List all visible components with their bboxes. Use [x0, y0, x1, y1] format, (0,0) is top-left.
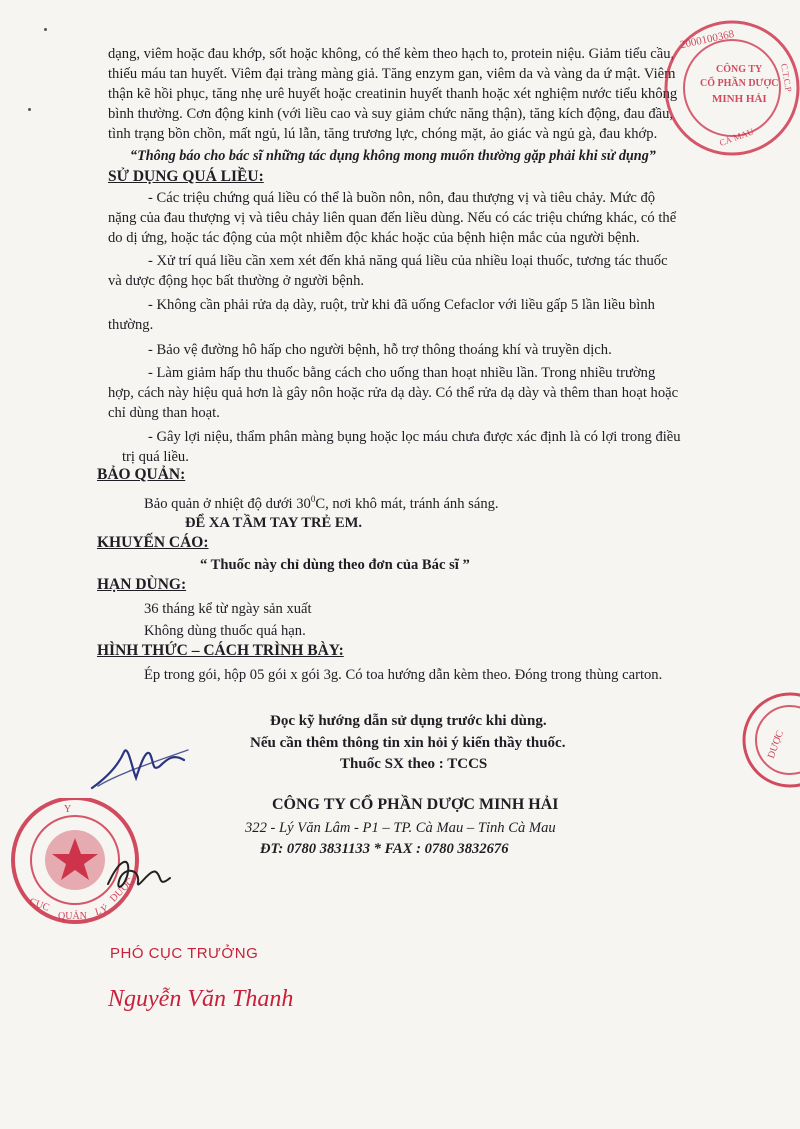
company-phone-fax: ĐT: 0780 3831133 * FAX : 0780 3832676 [260, 841, 509, 857]
expiry-heading: HẠN DÙNG: [97, 576, 187, 593]
side-effects-line: tình trạng bồn chồn, mất ngủ, lú lẫn, tăng trương lực, chóng mặt, ảo giác và ngủ gà, đau khớp. [108, 126, 658, 142]
signature-black [100, 848, 180, 908]
svg-text:2000100368: 2000100368 [679, 28, 736, 52]
expiry-text: Không dùng thuốc quá hạn. [144, 623, 306, 639]
overdose-text: hợp, cách này hiệu quả hơn là gây nôn hoặc rửa dạ dày. Có thể rửa dạ dày và thêm than hoạt hoặc [108, 385, 679, 401]
company-name: CÔNG TY CỔ PHẦN DƯỢC MINH HẢI [272, 796, 559, 813]
storage-text [144, 490, 499, 513]
overdose-text: - Bảo vệ đường hô hấp cho người bệnh, hỗ trợ thông thoáng khí và truyền dịch. [148, 342, 612, 358]
overdose-text: thường. [108, 317, 154, 333]
svg-text:DƯỢC: DƯỢC [108, 876, 137, 905]
read-instructions: Đọc kỹ hướng dẫn sử dụng trước khi dùng. [270, 713, 547, 729]
overdose-text: - Làm giảm hấp thu thuốc bằng cách cho uống than hoạt nhiều lần. Trong nhiều trường [148, 365, 656, 381]
partial-seal [720, 690, 800, 800]
warning-heading: KHUYẾN CÁO: [97, 534, 209, 551]
overdose-text: do dị ứng, hoặc tác động của một nhiễm độc khác hoặc của bệnh hiện mắc của người bệnh. [108, 230, 640, 246]
svg-text:CỤC: CỤC [27, 896, 51, 914]
overdose-text: chỉ dùng than hoạt. [108, 405, 220, 421]
overdose-text: - Xử trí quá liều cần xem xét đến khả năng quá liều của nhiều loại thuốc, tương tác thuốc [148, 253, 668, 269]
official-title: PHÓ CỤC TRƯỞNG [110, 945, 259, 962]
overdose-heading: SỬ DỤNG QUÁ LIỀU: [108, 168, 264, 185]
overdose-text: - Các triệu chứng quá liều có thể là buồn nôn, nôn, đau thượng vị và tiêu chảy. Mức độ [148, 190, 656, 206]
company-seal [660, 10, 800, 180]
svg-text:MINH HẢI: MINH HẢI [712, 93, 767, 105]
consult-doctor: Nếu cần thêm thông tin xin hỏi ý kiến thầy thuốc. [250, 735, 566, 751]
company-address: 322 - Lý Văn Lâm - P1 – TP. Cà Mau – Tỉnh Cà Mau [245, 820, 556, 836]
warning-text: “ Thuốc này chỉ dùng theo đơn của Bác sĩ ” [200, 557, 470, 573]
notify-doctor-note: “Thông báo cho bác sĩ những tác dụng không mong muốn thường gặp phải khi sử dụng” [130, 148, 656, 164]
overdose-text: trị quá liều. [122, 449, 189, 465]
overdose-text: - Không cần phải rửa dạ dày, ruột, trừ khi đã uống Cefaclor với liều gấp 5 lần liều bình [148, 297, 655, 313]
manufacturing-standard: Thuốc SX theo : TCCS [340, 756, 488, 772]
storage-text-part: C, nơi khô mát, tránh ánh sáng. [315, 495, 499, 512]
side-effects-line: thiếu máu tan huyết. Viêm đại tràng màng giả. Tăng enzym gan, viêm da và vàng da ứ mật. Viêm [108, 66, 676, 82]
storage-text-part: Bảo quản ở nhiệt độ dưới 30 [144, 495, 311, 512]
storage-heading: BẢO QUẢN: [97, 466, 186, 483]
svg-text:DƯỢC: DƯỢC [765, 729, 787, 761]
side-effects-line: bình thường. Cơn động kinh (với liều cao và suy giảm chức năng thận), tăng kích động, đau đầu, [108, 106, 674, 122]
side-effects-line: dạng, viêm hoặc đau khớp, sốt hoặc không, có thể kèm theo hạch to, protein niệu. Giảm tiểu cầu, [108, 46, 675, 62]
expiry-text: 36 tháng kể từ ngày sản xuất [144, 601, 312, 617]
overdose-text: nặng của đau thượng vị và tiêu chảy liên quan đến liều dùng. Nếu có các triệu chứng khác, có thể [108, 210, 677, 226]
packaging-text: Ép trong gói, hộp 05 gói x gói 3g. Có toa hướng dẫn kèm theo. Đóng trong thùng carton. [144, 667, 663, 683]
official-name: Nguyễn Văn Thanh [108, 986, 294, 1012]
svg-text:LÝ: LÝ [93, 903, 110, 919]
svg-text:Y: Y [64, 804, 72, 815]
signature-blue [88, 738, 198, 798]
svg-text:CÔNG TY: CÔNG TY [716, 64, 763, 75]
side-effects-line: thận kẽ hồi phục, tăng nhẹ urê huyết hoặc creatinin huyết thanh hoặc xét nghiệm nước tiểu không [108, 86, 678, 102]
svg-text:QUẢN: QUẢN [58, 911, 87, 922]
scan-speck [28, 108, 31, 111]
svg-text:CỔ PHẦN DƯỢC: CỔ PHẦN DƯỢC [700, 78, 779, 89]
packaging-heading: HÌNH THỨC – CÁCH TRÌNH BÀY: [97, 642, 344, 659]
degree-sup: 0 [310, 494, 316, 504]
keep-away-children: ĐỂ XA TẦM TAY TRẺ EM. [185, 515, 363, 531]
overdose-text: và dược động học bất thường ở người bệnh. [108, 273, 365, 289]
scan-speck [44, 28, 47, 31]
svg-text:CÀ MAU: CÀ MAU [717, 126, 756, 148]
svg-text:C.T.C.P: C.T.C.P [778, 62, 794, 93]
overdose-text: - Gây lợi niệu, thẩm phân màng bụng hoặc lọc máu chưa được xác định là có lợi trong điều [148, 429, 681, 445]
